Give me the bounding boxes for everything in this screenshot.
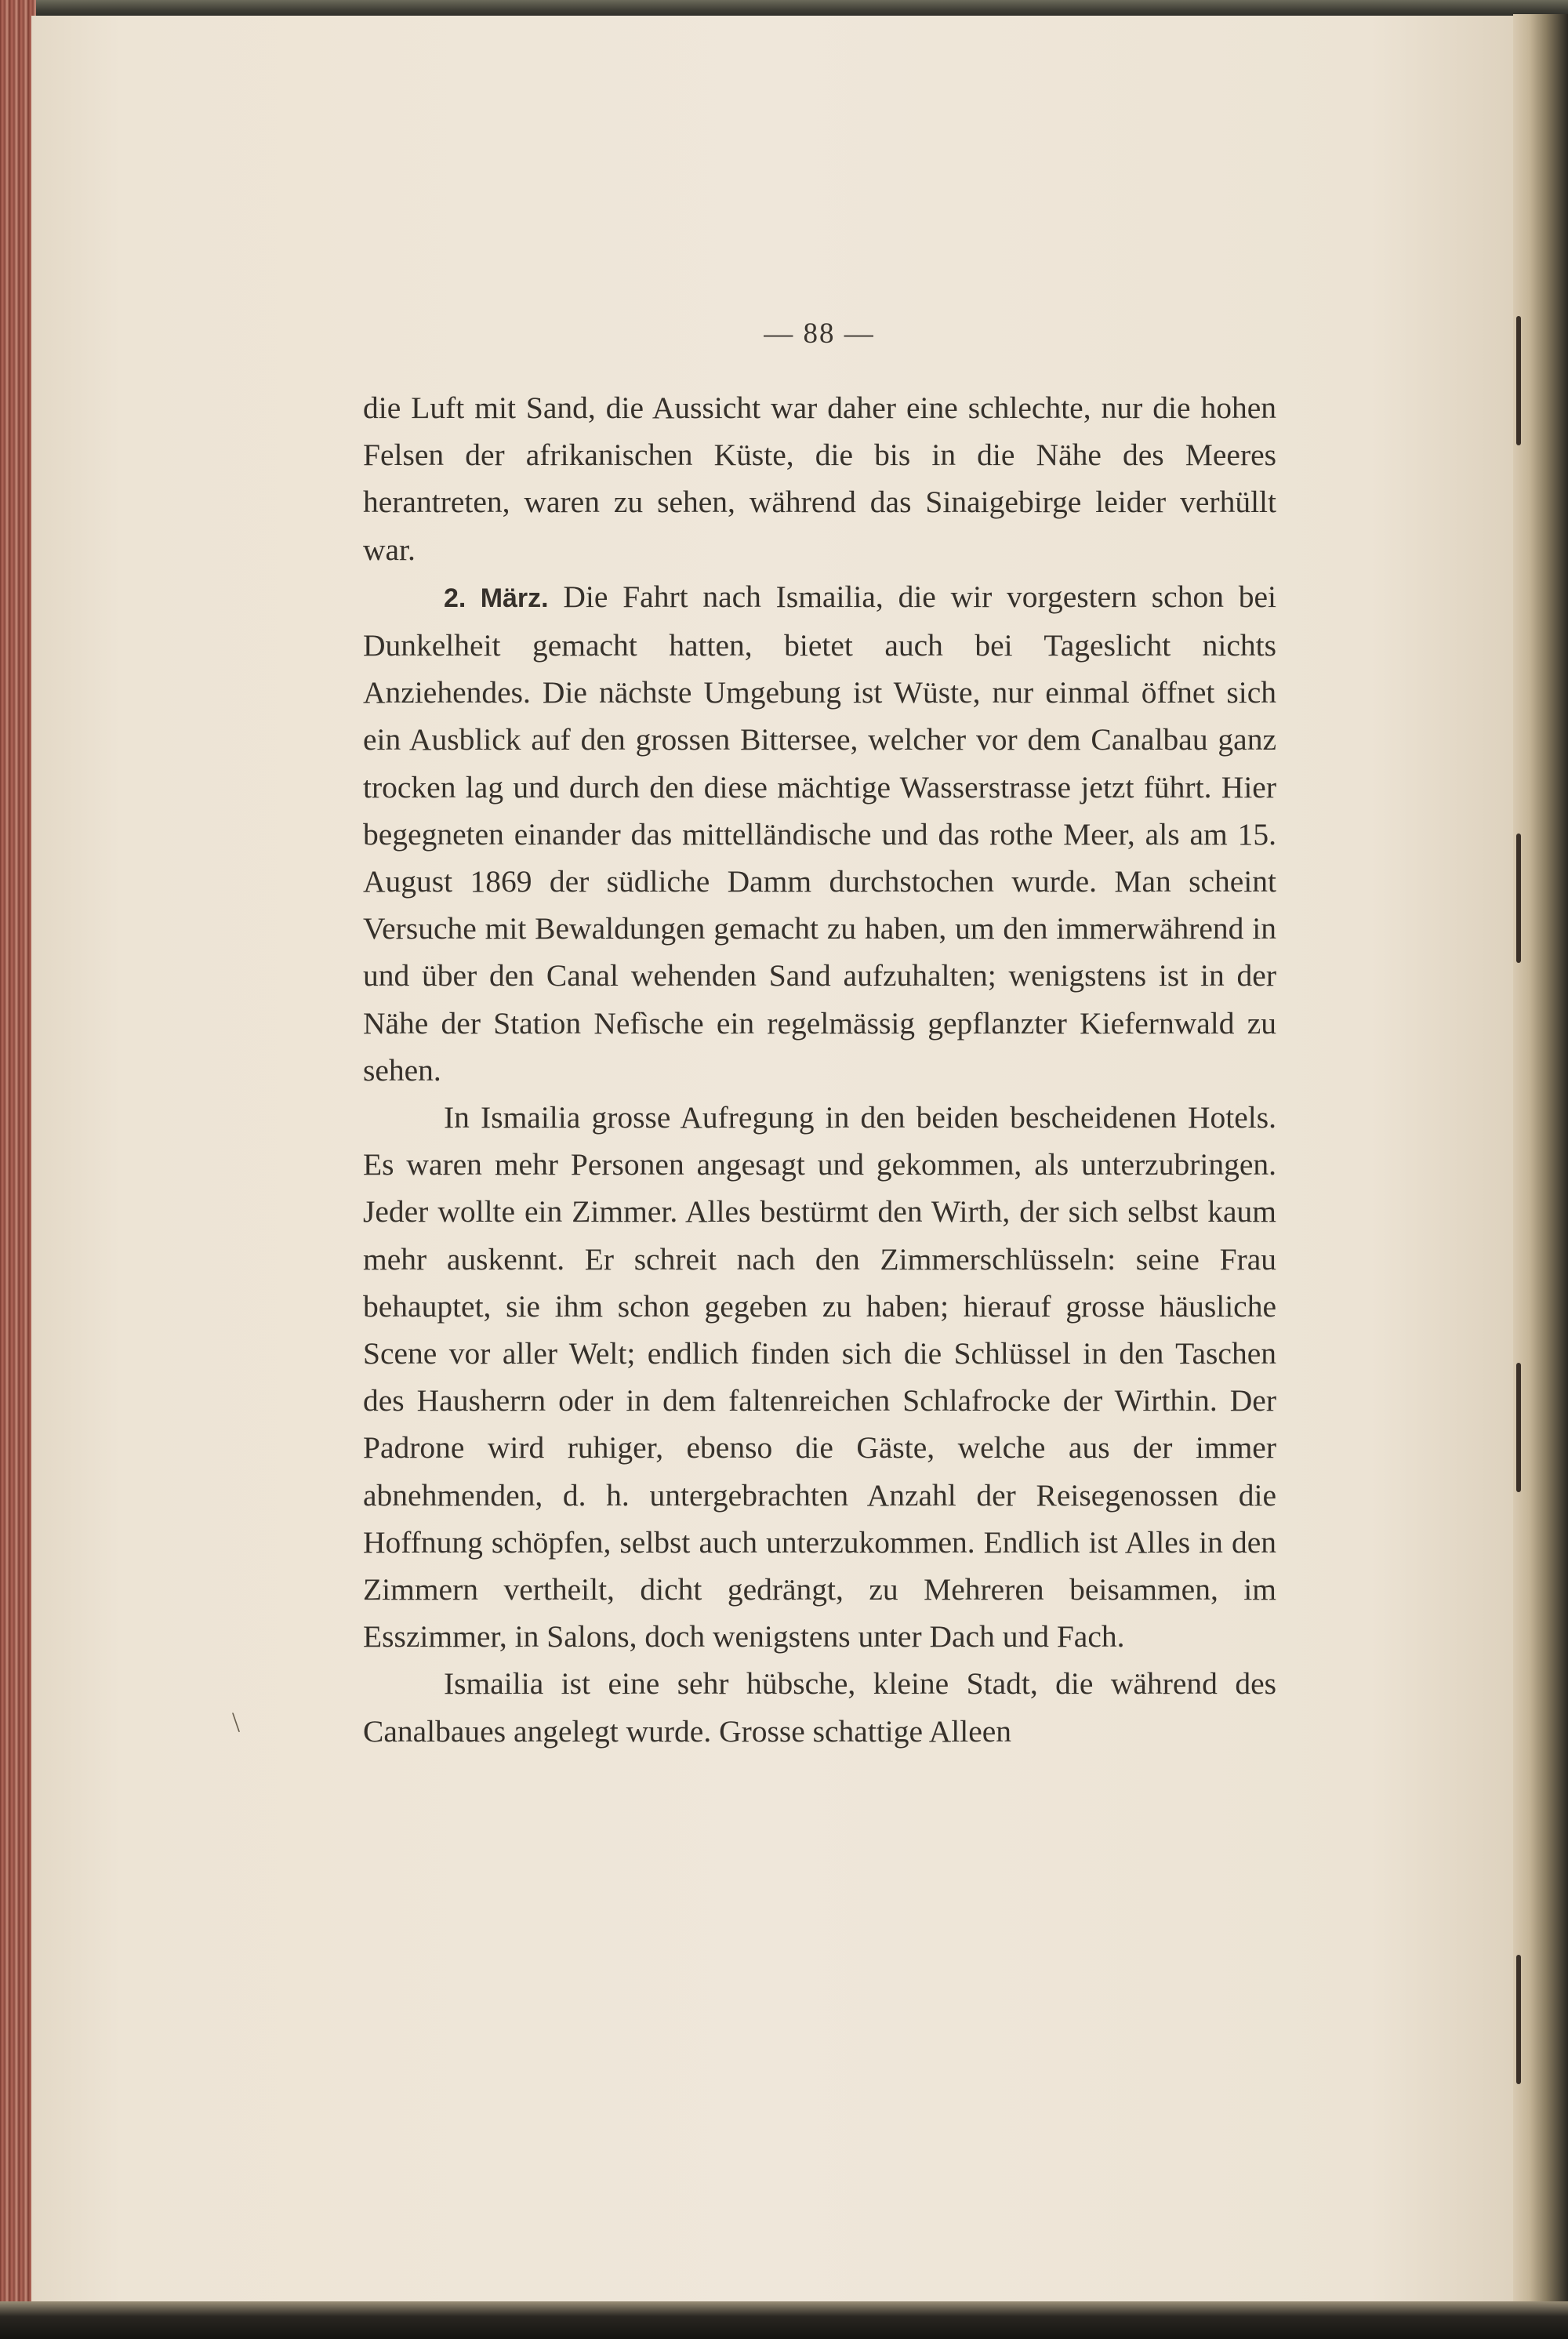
paragraph — [363, 573, 1276, 1094]
page-edge-right — [1513, 14, 1568, 2319]
paragraph — [363, 1660, 1276, 1754]
paragraph — [363, 384, 1276, 573]
binding-clip — [1516, 316, 1521, 445]
paragraph — [363, 1094, 1276, 1660]
body-text — [363, 384, 1276, 1755]
paragraph-text: Ismailia ist eine sehr hübsche, kleine Stadt, die während des Canalbaues angelegt wurde. Grosse schattige Alleen — [363, 1666, 1276, 1749]
paragraph-text: Die Fahrt nach Ismailia, die wir vorgestern schon bei Dunkelheit gemacht hatten, bietet auch bei Tageslicht nichts Anziehendes. Die nächste Umgebung ist Wüste, nur einmal öffnet sich ein Ausblick auf den grossen Bittersee, welcher vor dem Canalbau ganz trocken lag und durch den diese mächtige Wasserstrasse jetzt führt. Hier begegneten einander das mittelländische und das rothe Meer, als am 15. August 1869 der südliche Damm durchstochen wurde. Man scheint Versuche mit Bewaldungen gemacht zu haben, um den immerwährend in und über den Canal wehenden Sand aufzuhalten; wenigstens ist in der Nähe der Station Nefìsche ein regelmässig gepflanzter Kiefernwald zu sehen. — [363, 579, 1276, 1088]
binding-clip — [1516, 1363, 1521, 1492]
margin-mark: \ — [232, 1706, 241, 1738]
bottom-edge — [0, 2301, 1568, 2339]
page-number-header: — 88 — — [764, 318, 875, 350]
paragraph-text: In Ismailia grosse Aufregung in den beiden bescheidenen Hotels. Es waren mehr Personen angesagt und gekommen, als unterzubringen. Jeder wollte ein Zimmer. Alles bestürmt den Wirth, der sich selbst kaum mehr auskennt. Er schreit nach den Zimmerschlüsseln: seine Frau behauptet, sie ihm schon gegeben zu haben; hierauf grosse häusliche Scene vor aller Welt; endlich finden sich die Schlüssel in den Taschen des Hausherrn oder in dem faltenreichen Schlafrocke der Wirthin. Der Padrone wird ruhiger, ebenso die Gäste, welche aus der immer abnehmenden, d. h. untergebrachten Anzahl der Reisegenossen die Hoffnung schöpfen, selbst auch unterzukommen. Endlich ist Alles in den Zimmern vertheilt, dicht gedrängt, zu Mehreren beisammen, im Esszimmer, in Salons, doch wenigstens unter Dach und Fach. — [363, 1100, 1276, 1654]
top-edge — [0, 0, 1568, 17]
date-heading: 2. März. — [444, 583, 549, 613]
binding-clip — [1516, 1955, 1521, 2084]
paragraph-text: die Luft mit Sand, die Aussicht war daher eine schlechte, nur die hohen Felsen der afrikanischen Küste, die bis in die Nähe des Meeres herantreten, waren zu sehen, während das Sinaigebirge leider verhüllt war. — [363, 390, 1276, 567]
binding-clip — [1516, 834, 1521, 963]
